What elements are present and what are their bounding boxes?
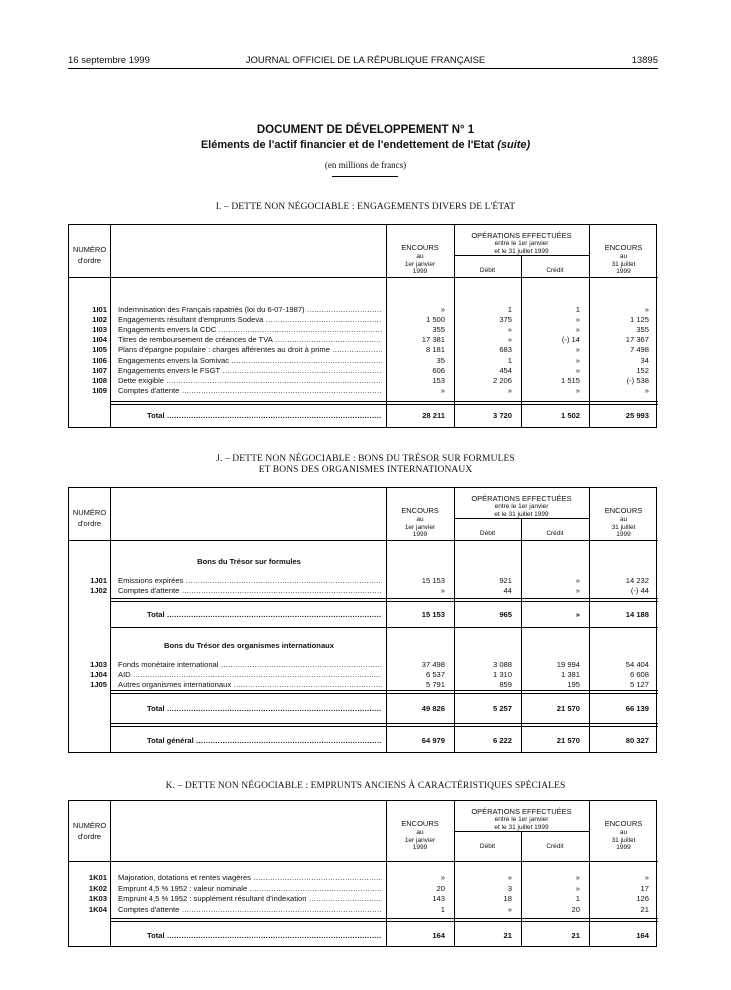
value-credit: » — [575, 586, 580, 595]
value-start: 49 826 — [421, 704, 445, 713]
value-credit: 21 — [571, 931, 580, 940]
value-end: 126 — [636, 894, 649, 903]
value-end: (-) 44 — [630, 586, 649, 595]
value-debit: 683 — [499, 345, 512, 355]
column-divider — [521, 518, 522, 752]
value-debit: 3 — [507, 883, 512, 893]
header-credit: Crédit — [546, 530, 564, 537]
header-ordre: d'ordre — [77, 832, 102, 841]
value-start: 5 791 — [425, 680, 445, 689]
value-debit: » — [507, 335, 512, 345]
value-credit: 1 — [575, 305, 580, 314]
row-code: 1I02 — [92, 315, 107, 325]
value-debit: 6 222 — [492, 736, 512, 745]
row-label: Comptes d'attente ..... — [118, 386, 382, 395]
value-start: 153 — [432, 375, 445, 385]
header-encours-end: ENCOURS — [604, 819, 643, 828]
value-start: » — [440, 873, 445, 882]
value-end: » — [644, 305, 649, 314]
row-code: 1I05 — [92, 345, 107, 355]
header-encours-start: 1999 — [412, 531, 428, 538]
value-credit: » — [575, 365, 580, 375]
value-start: 17 381 — [421, 335, 445, 345]
header-encours-end: 1999 — [616, 531, 631, 538]
total-label: Total général ..... — [147, 736, 382, 745]
total-rule — [110, 918, 658, 922]
column-divider — [110, 488, 111, 752]
row-label: Autres organismes internationaux ..... — [118, 680, 382, 689]
value-credit: (-) 14 — [561, 335, 580, 345]
row-label: Titres de remboursement de créances de TVA ..... — [118, 335, 382, 344]
value-end: 7 498 — [629, 345, 649, 355]
value-debit: 3 088 — [492, 660, 512, 669]
value-end: 6 608 — [629, 670, 649, 679]
row-code: 1J05 — [90, 680, 107, 689]
header-encours-start: au — [416, 829, 424, 836]
header-encours-start: 1er janvier — [404, 523, 436, 531]
value-credit: » — [575, 610, 580, 619]
row-label: Engagements envers le FSGT ..... — [118, 366, 382, 375]
table-section-j — [68, 487, 657, 753]
value-credit: » — [575, 576, 580, 585]
value-start: 20 — [436, 883, 445, 893]
table-section-k — [68, 800, 657, 947]
value-end: » — [644, 385, 649, 395]
header-encours-end: 31 juillet — [611, 523, 636, 531]
value-credit: 20 — [571, 904, 580, 914]
group-heading: Bons du Trésor sur formules — [197, 557, 301, 566]
value-credit: » — [575, 315, 580, 325]
row-label: Indemnisation des Français rapatriés (loi du 6-07-1987) ..... — [118, 305, 382, 314]
operations-rule — [454, 518, 589, 519]
header-bottom-rule — [69, 540, 658, 541]
value-debit: 921 — [499, 576, 512, 585]
value-end: 80 327 — [625, 736, 649, 745]
row-code: 1I04 — [92, 335, 107, 345]
row-code: 1I03 — [92, 325, 107, 335]
header-numero: NUMÉRO — [72, 245, 107, 254]
value-credit: 21 570 — [556, 704, 580, 713]
header-numero: NUMÉRO — [72, 821, 107, 830]
value-debit: 1 310 — [492, 670, 512, 679]
header-numero: NUMÉRO — [72, 508, 107, 517]
value-end: 355 — [636, 325, 649, 335]
row-label: Emprunt 4,5 % 1952 : valeur nominale ..... — [118, 884, 382, 893]
header-encours-start: au — [416, 253, 424, 260]
section-j-title-1: J. – DETTE NON NÉGOCIABLE : BONS DU TRÉSOR SUR FORMULES — [216, 454, 515, 464]
header-rule — [68, 68, 658, 69]
header-debit: Débit — [479, 267, 496, 274]
row-label: Engagements envers la Somivac ..... — [118, 356, 382, 365]
value-credit: 19 994 — [556, 660, 580, 669]
row-code: 1I09 — [92, 385, 107, 395]
value-debit: 1 — [507, 305, 512, 314]
column-divider — [454, 488, 455, 752]
row-label: Dette exigible ..... — [118, 376, 382, 385]
value-start: 37 498 — [421, 660, 445, 669]
row-label: Emprunt 4,5 % 1952 : supplément résultant d'indexation ..... — [118, 894, 382, 903]
value-start: 143 — [432, 894, 445, 903]
value-start: 64 979 — [421, 736, 445, 745]
value-start: 15 153 — [421, 576, 445, 585]
header-debit: Débit — [479, 530, 496, 537]
value-start: 164 — [432, 931, 445, 940]
header-encours-end: au — [619, 516, 628, 523]
row-label: Comptes d'attente ..... — [118, 905, 382, 914]
row-code: 1K03 — [88, 894, 107, 903]
table-section-i — [68, 224, 657, 428]
value-debit: 965 — [499, 610, 512, 619]
value-debit: 21 — [503, 931, 512, 940]
row-code: 1I01 — [92, 305, 107, 314]
header-operations: entre le 1er janvier — [494, 816, 549, 823]
row-code: 1J02 — [90, 586, 107, 595]
row-code: 1J03 — [90, 660, 107, 669]
header-encours-end: 1999 — [616, 844, 631, 851]
value-credit: 195 — [567, 680, 580, 689]
value-credit: 1 502 — [560, 411, 580, 420]
value-end: 54 404 — [625, 660, 649, 669]
value-start: » — [440, 586, 445, 595]
header-operations: entre le 1er janvier — [494, 240, 549, 247]
header-credit: Crédit — [546, 843, 564, 850]
header-encours-start: ENCOURS — [401, 243, 439, 252]
row-label: Emissions expirées ..... — [118, 576, 382, 585]
value-start: 1 — [440, 904, 445, 914]
operations-rule — [454, 255, 589, 256]
value-end: 1 125 — [629, 315, 649, 325]
value-end: 14 232 — [625, 576, 649, 585]
row-label: Majoration, dotations et rentes viagères ..... — [118, 873, 382, 882]
value-credit: » — [575, 325, 580, 335]
header-operations: OPÉRATIONS EFFECTUÉES — [471, 494, 572, 503]
value-debit: » — [507, 904, 512, 914]
value-debit: 5 257 — [492, 704, 512, 713]
row-code: 1K02 — [88, 883, 107, 893]
header-encours-start: ENCOURS — [401, 506, 439, 515]
value-end: 66 139 — [625, 704, 649, 713]
header-encours-start: au — [416, 516, 424, 523]
total-rule — [110, 690, 658, 694]
value-start: 35 — [436, 355, 445, 365]
value-debit: 3 720 — [492, 411, 512, 420]
value-debit: 375 — [499, 315, 512, 325]
value-credit: 1 515 — [560, 375, 580, 385]
row-code: 1J04 — [90, 670, 107, 679]
value-start: 6 537 — [425, 670, 445, 679]
value-end: 14 188 — [625, 610, 649, 619]
group-rule — [110, 627, 658, 628]
header-bottom-rule — [69, 277, 658, 278]
value-end: 34 — [640, 355, 649, 365]
header-operations: OPÉRATIONS EFFECTUÉES — [471, 807, 572, 816]
value-end: 152 — [636, 365, 649, 375]
row-code: 1K01 — [88, 873, 107, 882]
doc-title: DOCUMENT DE DÉVELOPPEMENT N° 1 — [256, 124, 475, 136]
value-start: 15 153 — [421, 610, 445, 619]
header-operations: entre le 1er janvier — [494, 503, 549, 510]
row-code: 1I08 — [92, 375, 107, 385]
total-label: Total ..... — [147, 610, 382, 619]
value-debit: 454 — [499, 365, 512, 375]
header-encours-end: ENCOURS — [604, 243, 643, 252]
value-end: 17 — [640, 883, 649, 893]
row-code: 1I06 — [92, 355, 107, 365]
header-operations: OPÉRATIONS EFFECTUÉES — [471, 231, 572, 240]
header-encours-end: au — [619, 829, 628, 836]
value-debit: 44 — [503, 586, 512, 595]
header-debit: Débit — [479, 843, 496, 850]
value-start: » — [440, 305, 445, 314]
value-debit: 2 206 — [492, 375, 512, 385]
value-credit: » — [575, 355, 580, 365]
total-label: Total ..... — [147, 704, 382, 713]
row-label: AID ..... — [118, 670, 382, 679]
header-encours-start: ENCOURS — [401, 819, 439, 828]
header-operations: et le 31 juillet 1999 — [494, 823, 549, 831]
column-divider — [110, 225, 111, 427]
value-debit: » — [507, 873, 512, 882]
header-encours-end: 1999 — [616, 268, 631, 275]
value-start: 1 500 — [425, 315, 445, 325]
header-encours-end: 31 juillet — [611, 836, 636, 844]
value-debit: 859 — [499, 680, 512, 689]
value-end: 17 367 — [625, 335, 649, 345]
value-end: 164 — [636, 931, 649, 940]
section-k-title: K. – DETTE NON NÉGOCIABLE : EMPRUNTS ANCIENS À CARACTÉRISTIQUES SPÉCIALES — [165, 781, 566, 791]
row-code: 1J01 — [90, 576, 107, 585]
row-label: Comptes d'attente ..... — [118, 586, 382, 595]
header-bottom-rule — [69, 861, 658, 862]
value-debit: » — [507, 385, 512, 395]
value-end: » — [644, 873, 649, 882]
header-encours-start: 1999 — [412, 268, 428, 275]
row-code: 1I07 — [92, 365, 107, 375]
row-label: Fonds monétaire international ..... — [118, 660, 382, 669]
header-operations: et le 31 juillet 1999 — [494, 510, 549, 518]
group-heading: Bons du Trésor des organismes internationaux — [163, 641, 335, 650]
row-label: Engagements résultant d'emprunts Sodeva ..... — [118, 315, 382, 324]
value-credit: » — [575, 873, 580, 882]
total-rule — [110, 401, 658, 405]
value-start: 8 181 — [425, 345, 445, 355]
header-encours-end: ENCOURS — [604, 506, 643, 515]
total-label: Total ..... — [147, 931, 382, 940]
value-credit: 1 — [575, 894, 580, 903]
value-end: 21 — [640, 904, 649, 914]
header-encours-start: 1999 — [412, 844, 428, 851]
value-start: 606 — [432, 365, 445, 375]
value-credit: 21 570 — [556, 736, 580, 745]
header-credit: Crédit — [546, 267, 564, 274]
header-encours-start: 1er janvier — [404, 260, 436, 268]
doc-subtitle: Eléments de l'actif financier et de l'endettement de l'Etat (suite) — [200, 139, 531, 151]
value-end: 5 127 — [629, 680, 649, 689]
header-date: 16 septembre 1999 — [68, 55, 150, 66]
section-i-title: I. – DETTE NON NÉGOCIABLE : ENGAGEMENTS DIVERS DE L'ÉTAT — [215, 202, 516, 212]
row-label: Engagements envers la CDC ..... — [118, 325, 382, 334]
value-end: (-) 538 — [626, 375, 649, 385]
header-operations: et le 31 juillet 1999 — [494, 247, 549, 255]
section-j-title-2: ET BONS DES ORGANISMES INTERNATIONAUX — [258, 465, 473, 475]
row-label: Plans d'épargne populaire : charges afférentes au droit à prime ..... — [118, 345, 382, 354]
header-page: 13895 — [631, 55, 658, 66]
value-debit: 18 — [503, 894, 512, 903]
total-rule — [110, 723, 658, 727]
header-encours-start: 1er janvier — [404, 836, 436, 844]
value-credit: » — [575, 385, 580, 395]
value-end: 25 993 — [625, 411, 649, 420]
row-code: 1K04 — [88, 904, 107, 914]
value-credit: » — [575, 345, 580, 355]
header-ordre: d'ordre — [77, 519, 102, 528]
total-label: Total ..... — [147, 411, 382, 420]
value-start: » — [440, 385, 445, 395]
value-credit: » — [575, 883, 580, 893]
value-debit: » — [507, 325, 512, 335]
value-credit: 1 381 — [560, 670, 580, 679]
units-note: (en millions de francs) — [324, 160, 407, 170]
header-journal: JOURNAL OFFICIEL DE LA RÉPUBLIQUE FRANÇAISE — [245, 55, 486, 66]
header-encours-end: au — [619, 253, 628, 260]
header-encours-end: 31 juillet — [611, 260, 636, 268]
value-debit: 1 — [507, 355, 512, 365]
value-start: 28 211 — [422, 411, 445, 420]
title-underline — [332, 176, 398, 177]
value-start: 355 — [432, 325, 445, 335]
column-divider — [110, 801, 111, 946]
operations-rule — [454, 831, 589, 832]
total-rule — [110, 598, 658, 602]
header-ordre: d'ordre — [77, 256, 102, 265]
